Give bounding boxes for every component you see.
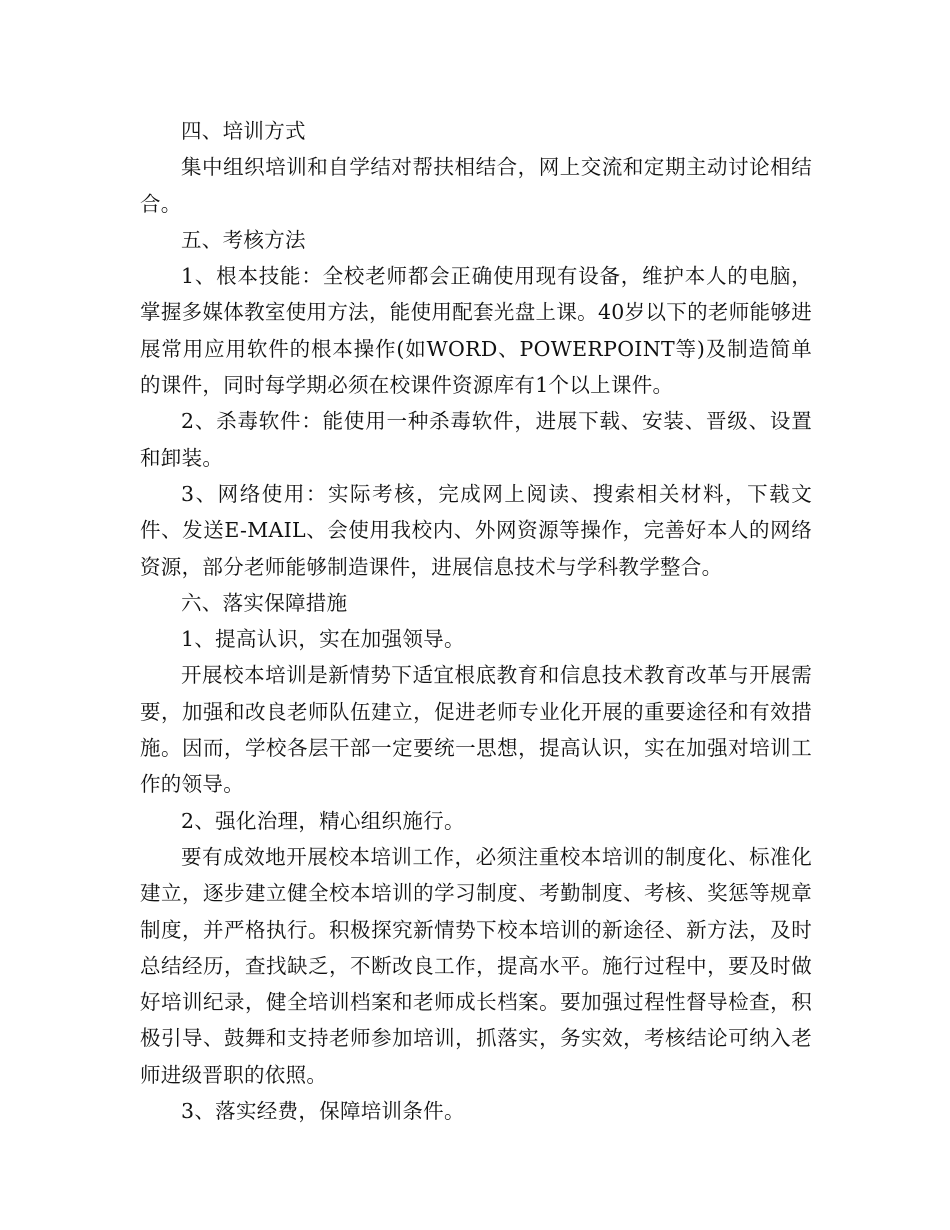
- subheading-management: 2、强化治理，精心组织施行。: [181, 808, 465, 833]
- subheading-awareness: 1、提高认识，实在加强领导。: [181, 627, 465, 652]
- document-body: [140, 113, 812, 1129]
- paragraph-antivirus: 2、杀毒软件：能使用一种杀毒软件，进展下载、安装、晋级、设置和卸装。: [140, 409, 812, 470]
- paragraph-network-use: 3、网络使用：实际考核，完成网上阅读、搜索相关材料，下载文件、发送E-MAIL、会使用我校内、外网资源等操作，完善好本人的网络资源，部分老师能够制造课件，进展信息技术与学科教学整合。: [140, 481, 812, 579]
- paragraph-awareness: 开展校本培训是新情势下适宜根底教育和信息技术教育改革与开展需要，加强和改良老师队伍建立，促进老师专业化开展的重要途径和有效措施。因而，学校各层干部一定要统一思想，提高认识，实在加强对培训工作的领导。: [140, 663, 812, 797]
- section-heading-assessment: 五、考核方法: [181, 227, 306, 252]
- section-heading-training-method: 四、培训方式: [181, 119, 306, 143]
- paragraph-training-method: 集中组织培训和自学结对帮扶相结合，网上交流和定期主动讨论相结合。: [140, 155, 812, 216]
- section-heading-safeguards: 六、落实保障措施: [181, 590, 348, 615]
- subheading-funding: 3、落实经费，保障培训条件。: [181, 1099, 465, 1124]
- paragraph-basic-skills: 1、根本技能：全校老师都会正确使用现有设备，维护本人的电脑，掌握多媒体教室使用方法，能使用配套光盘上课。40岁以下的老师能够进展常用应用软件的根本操作(如WORD、POWERPOINT等)及制造简单的课件，同时每学期必须在校课件资源库有1个以上课件。: [140, 264, 812, 398]
- paragraph-management: 要有成效地开展校本培训工作，必须注重校本培训的制度化、标准化建立，逐步建立健全校本培训的学习制度、考勤制度、考核、奖惩等规章制度，并严格执行。积极探究新情势下校本培训的新途径、新方法，及时总结经历，查找缺乏，不断改良工作，提高水平。施行过程中，要及时做好培训纪录，健全培训档案和老师成长档案。要加强过程性督导检查，积极引导、鼓舞和支持老师参加培训，抓落实，务实效，考核结论可纳入老师进级晋职的依照。: [140, 844, 812, 1087]
